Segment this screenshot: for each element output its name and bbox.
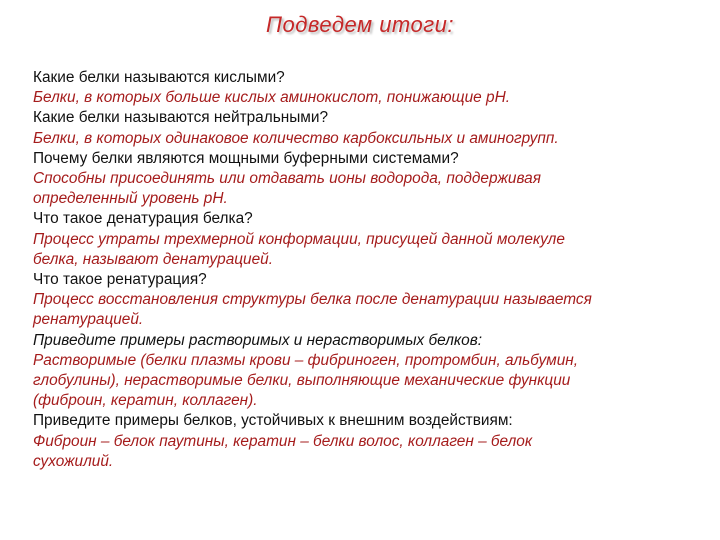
qa-list: [33, 68, 703, 472]
answer-line: Процесс утраты трехмерной конформации, присущей данной молекуле: [33, 230, 565, 248]
answer-line: Белки, в которых больше кислых аминокислот, понижающие рН.: [33, 89, 510, 107]
question-line: Что такое денатурация белка?: [33, 210, 253, 228]
question-line: Приведите примеры растворимых и нерастворимых белков:: [33, 331, 483, 349]
slide-title: Подведем итоги:: [266, 12, 454, 37]
answer-line: белка, называют денатурацией.: [33, 250, 274, 268]
question-line: Что такое ренатурация?: [33, 271, 207, 289]
answer-line: Фиброин – белок паутины, кератин – белки волос, коллаген – белок: [33, 432, 533, 450]
question-line: Какие белки называются нейтральными?: [33, 109, 329, 127]
answer-line: сухожилий.: [33, 452, 114, 470]
answer-line: Процесс восстановления структуры белка после денатурации называется: [33, 291, 592, 309]
answer-line: определенный уровень рН.: [33, 190, 228, 208]
question-line: Приведите примеры белков, устойчивых к внешним воздействиям:: [33, 412, 513, 430]
question-line: Какие белки называются кислыми?: [33, 69, 285, 86]
question-line: Почему белки являются мощными буферными системами?: [33, 149, 459, 167]
answer-line: глобулины), нерастворимые белки, выполняющие механические функции: [33, 372, 571, 390]
answer-line: Способны присоединять или отдавать ионы водорода, поддерживая: [33, 170, 541, 188]
answer-line: Белки, в которых одинаковое количество карбоксильных и аминогрупп.: [33, 129, 559, 147]
answer-line: (фиброин, кератин, коллаген).: [33, 392, 258, 410]
answer-line: ренатурацией.: [33, 311, 144, 329]
answer-line: Растворимые (белки плазмы крови – фибриноген, протромбин, альбумин,: [33, 351, 579, 369]
